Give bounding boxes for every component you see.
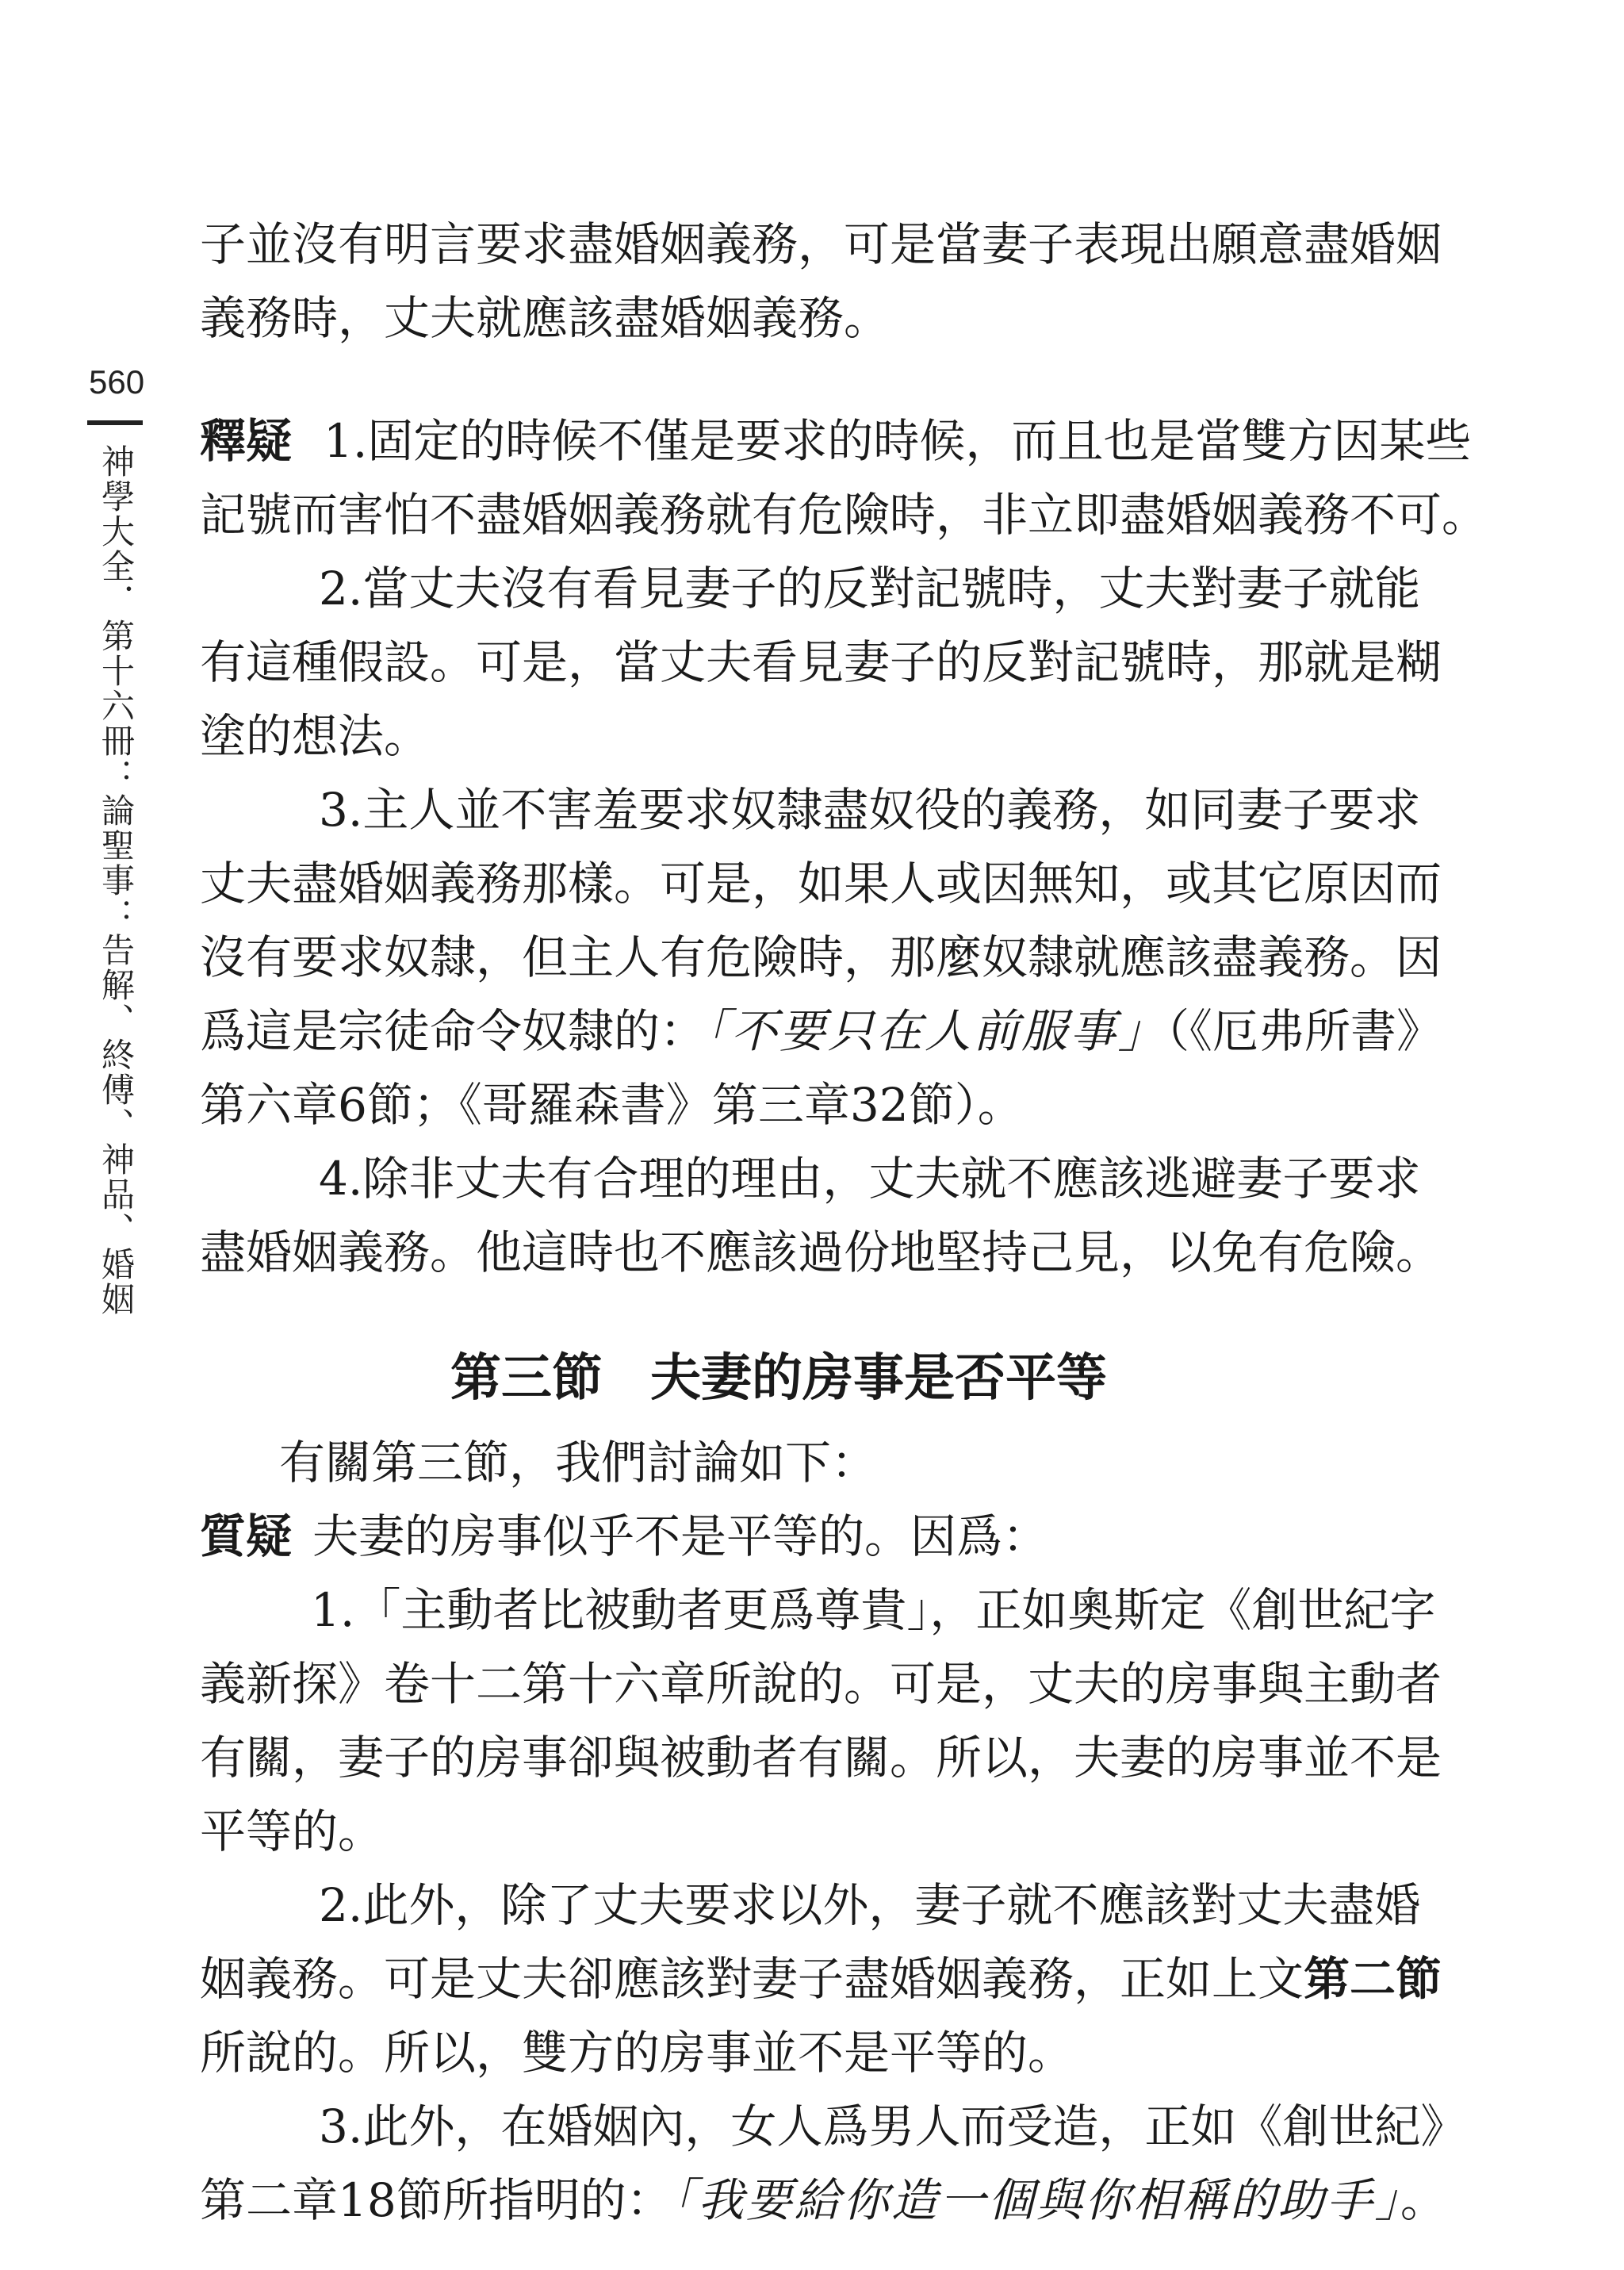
- reply-heading: 釋疑: [200, 414, 293, 468]
- cross-reference: 第二節: [1304, 1952, 1442, 2006]
- text-line: 義務時，丈夫就應該盡婚姻義務。: [200, 291, 891, 345]
- reply-3: [200, 773, 1443, 1142]
- objection-1: [200, 1574, 1442, 1869]
- text-line: 盡婚姻義務。他這時也不應該過份地堅持己見，以免有危險。: [200, 1225, 1442, 1279]
- text-span: 第二章18節所指明的：: [200, 2173, 672, 2227]
- text-line: 丈夫盡婚姻義務那樣。可是，如果人或因無知，或其它原因而: [200, 857, 1442, 911]
- objection-3: [200, 2090, 1467, 2237]
- text-line: [200, 1942, 1442, 2016]
- margin-rule: [87, 420, 143, 425]
- text-line: 第六章6節；《哥羅森書》第三章32節）。: [200, 1078, 1024, 1132]
- text-line: [200, 995, 1443, 1068]
- running-title: 神學大全．第十六冊：論聖事：告解、終傅、神品、婚姻: [97, 444, 136, 1317]
- text-line: 4.除非丈夫有合理的理由，丈夫就不應該逃避妻子要求: [319, 1152, 1421, 1206]
- text-line: 沒有要求奴隸，但主人有危險時，那麼奴隸就應該盡義務。因: [200, 930, 1442, 984]
- reply-1-text: 1.固定的時候不僅是要求的時候，而且也是當雙方因某些: [324, 414, 1472, 468]
- reply-4: [200, 1142, 1442, 1290]
- text-line: 子並沒有明言要求盡婚姻義務，可是當妻子表現出願意盡婚姻: [200, 217, 1442, 271]
- text-line: 所說的。所以，雙方的房事並不是平等的。: [200, 2026, 1074, 2080]
- text-line: 2.此外，除了丈夫要求以外，妻子就不應該對丈夫盡婚: [319, 1878, 1421, 1932]
- text-line: [200, 405, 1472, 478]
- text-line: 有這種假設。可是，當丈夫看見妻子的反對記號時，那就是糊: [200, 635, 1442, 689]
- section-heading: 夫妻的房事是否平等: [650, 1348, 1107, 1408]
- scripture-quote: 「不要只在人前服事」: [706, 1004, 1167, 1058]
- section-intro: 有關第三節，我們討論如下：: [279, 1436, 878, 1490]
- objection-intro: [200, 1500, 1342, 1574]
- section-number: 第三節: [450, 1348, 603, 1408]
- section-title: [200, 1331, 1342, 1426]
- text-line: 平等的。: [200, 1804, 385, 1858]
- text-line: [200, 2164, 1446, 2237]
- text-line: 1.「主動者比被動者更爲尊貴」，正如奧斯定《創世紀字: [311, 1583, 1436, 1637]
- citation: （《厄弗所書》: [1166, 1004, 1443, 1058]
- text-line: 塗的想法。: [200, 709, 431, 763]
- text-line: 有關，妻子的房事卻與被動者有關。所以，夫妻的房事並不是: [200, 1731, 1442, 1785]
- scripture-quote: 「我要給你造一個與你相稱的助手」: [672, 2173, 1400, 2227]
- objection-heading: 質疑: [200, 1509, 293, 1563]
- text-span: 姻義務。可是丈夫卻應該對妻子盡婚姻義務，正如上文: [200, 1952, 1304, 2006]
- text-line: 3.主人並不害羞要求奴隸盡奴役的義務，如同妻子要求: [319, 783, 1421, 837]
- reply-1: [200, 405, 1488, 552]
- text-line: 3.此外，在婚姻內，女人爲男人而受造，正如《創世紀》: [319, 2099, 1467, 2153]
- paragraph-continuation: [200, 208, 1442, 355]
- text-line: 記號而害怕不盡婚姻義務就有危險時，非立即盡婚姻義務不可。: [200, 488, 1488, 542]
- page-number: 560: [89, 363, 145, 401]
- text-line: 義新探》卷十二第十六章所說的。可是，丈夫的房事與主動者: [200, 1657, 1442, 1711]
- text-span: 。: [1400, 2173, 1446, 2227]
- objection-2: [200, 1869, 1442, 2090]
- text-span: 爲這是宗徒命令奴隸的：: [200, 1004, 707, 1058]
- reply-2: [200, 552, 1442, 773]
- page-body: [200, 208, 1488, 2237]
- text-line: 2.當丈夫沒有看見妻子的反對記號時，丈夫對妻子就能: [319, 562, 1421, 615]
- objection-intro-text: 夫妻的房事似乎不是平等的。因爲：: [312, 1509, 1049, 1563]
